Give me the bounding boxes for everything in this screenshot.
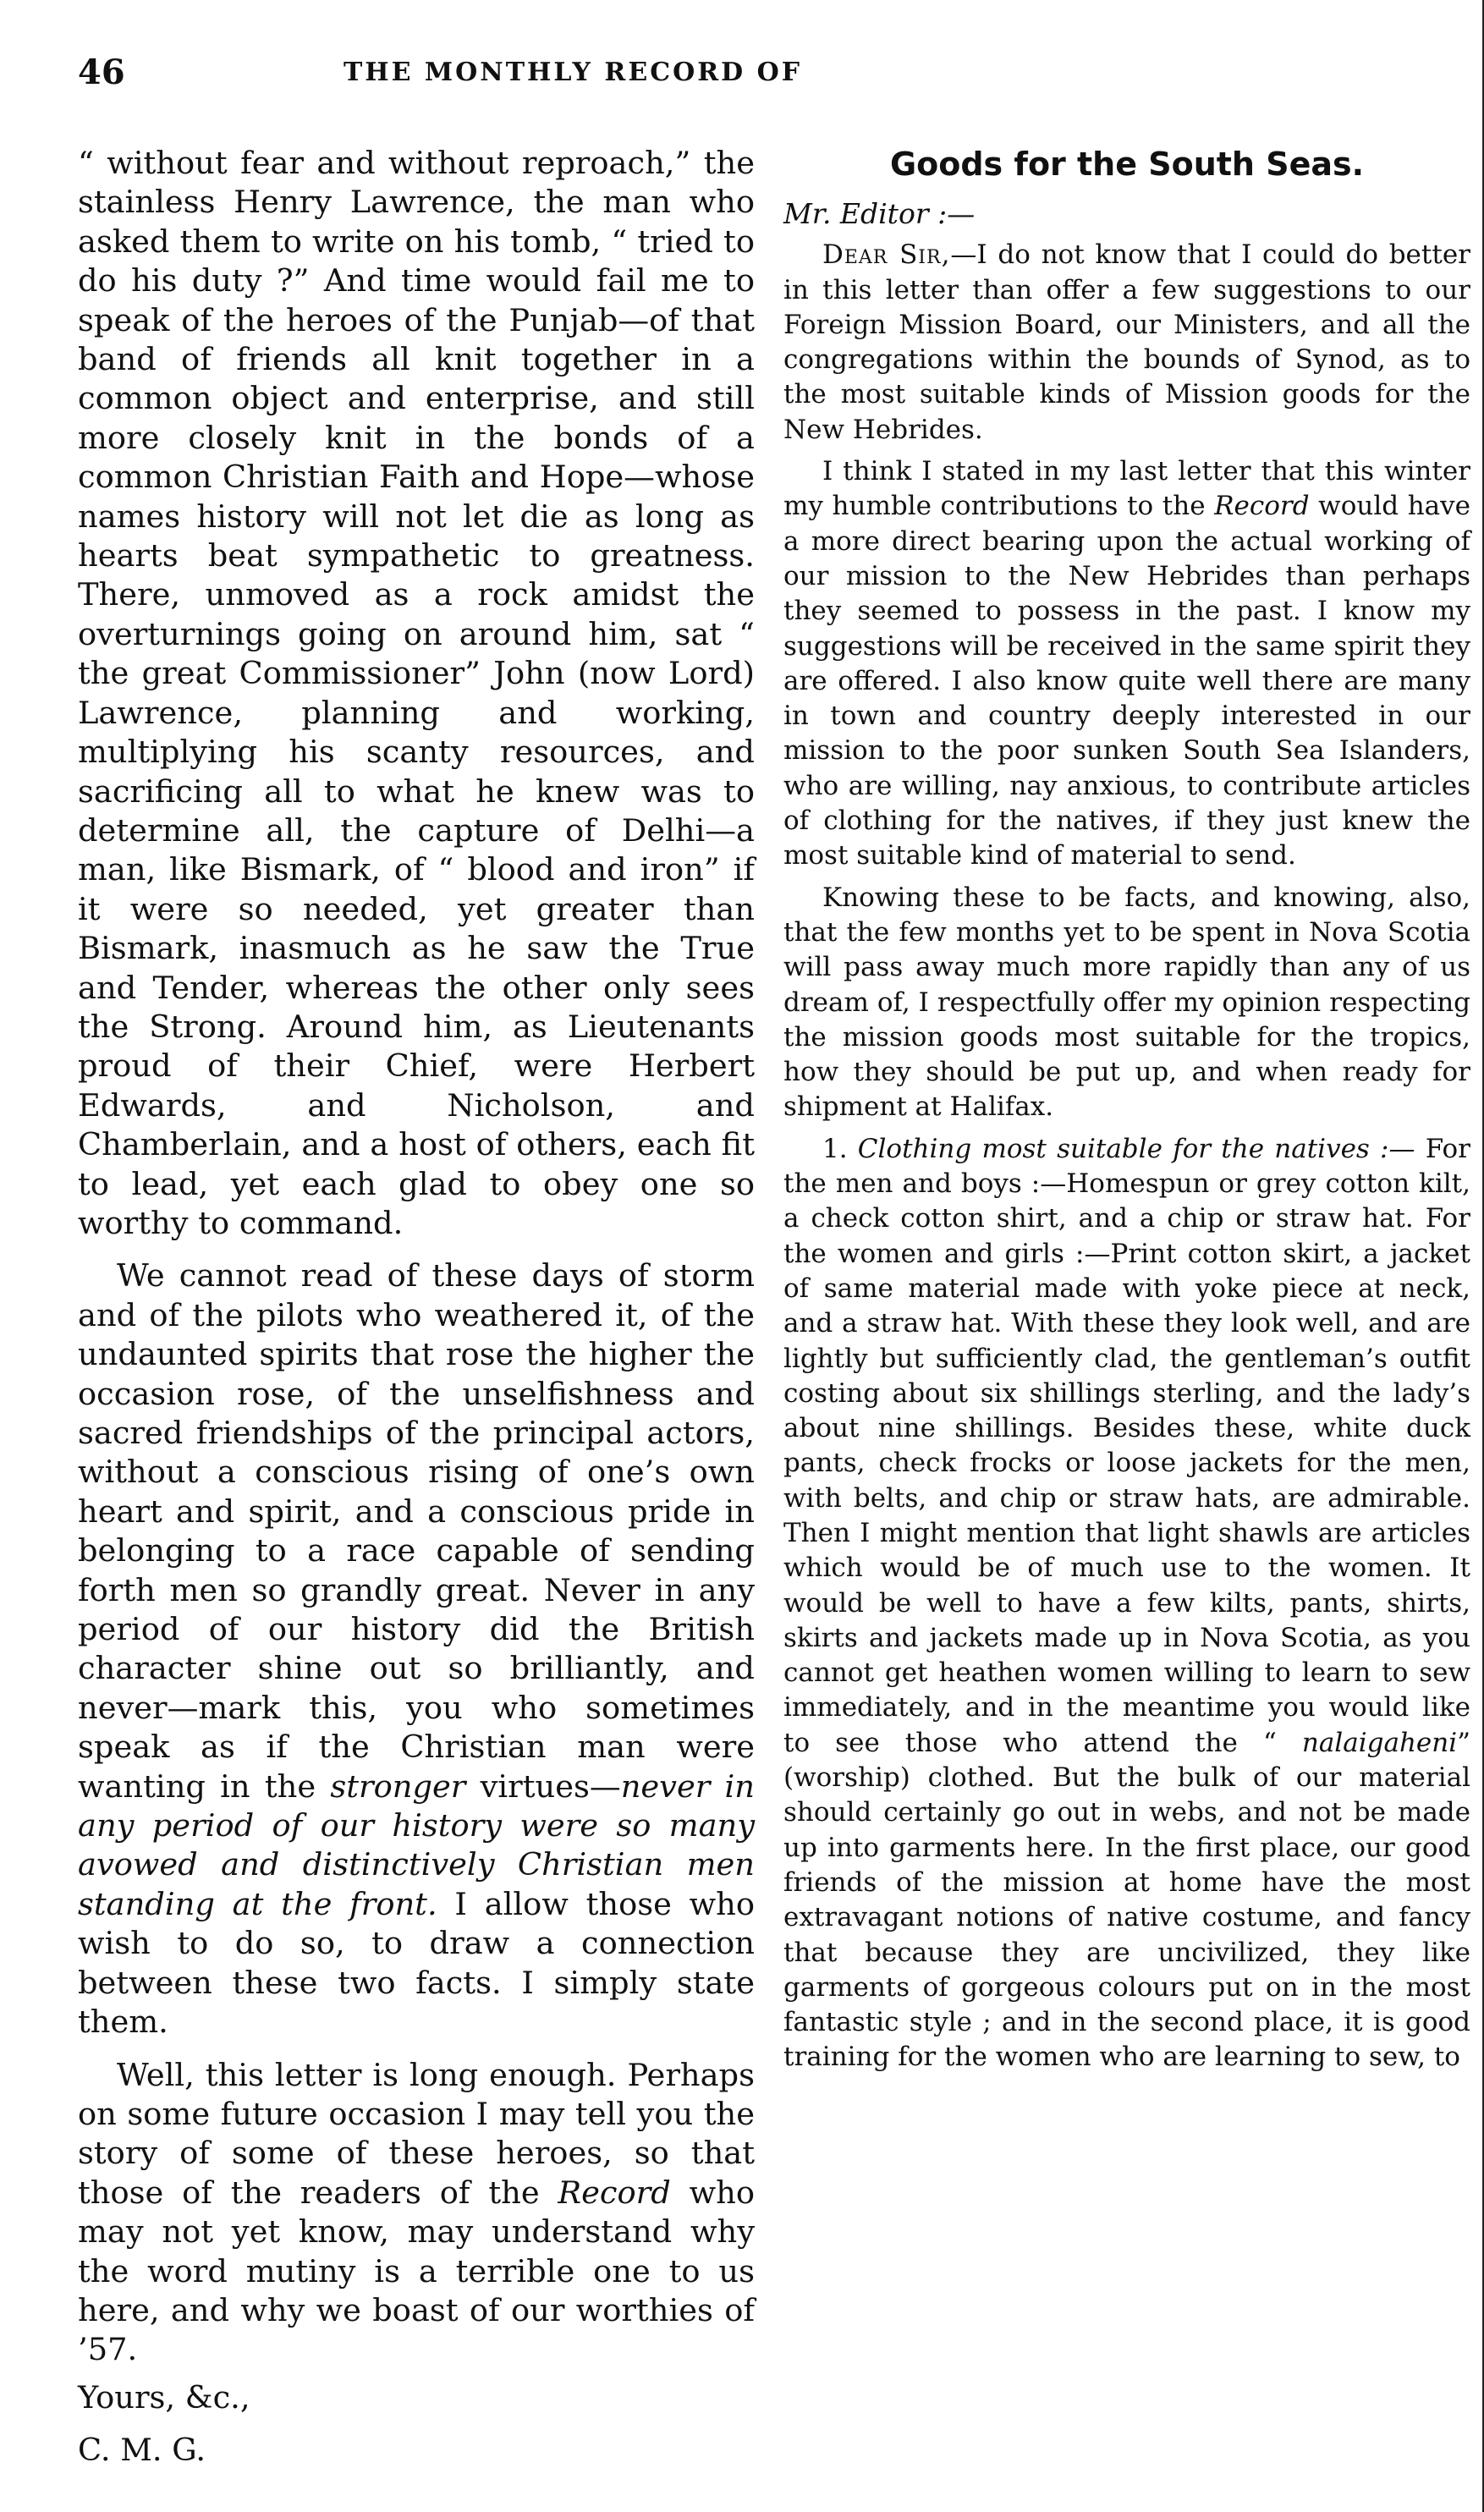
right-paragraph-4-heading: Clothing most suitable for the natives :—	[857, 1133, 1415, 1164]
right-paragraph-4-text-a: For the men and boys :—Homespun or grey cotton kilt, a check cotton shirt, and a chip or straw hat. For the women and girls :—Print cotton skirt, a jacket of same material made with yoke piece at neck, and a straw hat. With these they look well, and are lightly but sufficiently clad, the gentleman’s outfit costing about six shillings sterling, and the lady’s about nine shillings. Besides these, white duck pants, check frocks or loose jackets for the men, with belts, and chip or straw hats, are admirable. Then I might mention that light shawls are articles which would be of much use to the women. It would be well to have a few kilts, pants, shirts, skirts and jackets made up in Nova Scotia, as you cannot get heathen women willing to learn to sew immediately, and in the meantime you would like to see those who attend the “	[783, 1133, 1471, 1758]
sign-off: Yours, &c.,	[78, 2378, 250, 2416]
left-column	[78, 144, 755, 2471]
running-title: THE MONTHLY RECORD OF	[343, 58, 803, 87]
left-paragraph-3-text-b: who may not yet know, may understand why the word mutiny is a terrible one to us here, and why we boast of our worthies of ’57.	[78, 2174, 755, 2368]
right-paragraph-2-text-a: I think I stated in my last letter that this winter my humble contributions to the	[783, 456, 1470, 522]
right-paragraph-1-text: —I do not know that I could do better in this letter than offer a few suggestions to our Foreign Mission Board, our Ministers, and all the congregations within the bounds of Synod, as to the most suitable kinds of Mission goods for the New Hebrides.	[783, 239, 1470, 445]
page-number: 46	[78, 52, 125, 92]
left-paragraph-2-text-c: I allow those who wish to do so, to draw a connection between these two facts. I simply state them.	[78, 1885, 755, 2041]
salutation: Mr. Editor :—	[783, 197, 976, 230]
right-paragraph-3	[783, 881, 1470, 1125]
left-paragraph-3-italic: Record	[558, 2174, 671, 2211]
right-paragraph-2-text-b: would have a more direct bearing upon the actual working of our mission to the New Hebrides than perhaps they seemed to possess in the past. I know my suggestions will be received in the same spirit they are offered. I also know quite well there are many in town and country deeply interested in our mission to the poor sunken South Sea Islanders, who are willing, nay anxious, to contribute articles of clothing for the natives, if they just knew the most suitable kind of material to send.	[783, 491, 1471, 871]
signature: C. M. G.	[78, 2432, 206, 2469]
right-column	[783, 144, 1470, 2075]
right-paragraph-4-number: 1.	[822, 1133, 858, 1164]
left-paragraph-2	[78, 1256, 755, 2042]
page-header	[78, 52, 1454, 103]
right-paragraph-4	[783, 1132, 1470, 2075]
right-paragraph-4-italic: nalaigaheni	[1301, 1727, 1458, 1758]
left-paragraph-2-italic-b: never in any period of our history were so many avowed and distinctively Christian men standing at the front.	[78, 1767, 755, 1922]
right-paragraph-2-italic: Record	[1214, 491, 1310, 522]
right-paragraph-3-text: Knowing these to be facts, and knowing, also, that the few months yet to be spent in Nova Scotia will pass away much more rapidly than any of us dream of, I respectfully offer my opinion respecting the mission goods most suitable for the tropics, how they should be put up, and when ready for shipment at Halifax.	[783, 882, 1470, 1123]
left-paragraph-2-text-b: virtues—	[465, 1767, 621, 1805]
article-title: Goods for the South Seas.	[889, 146, 1365, 183]
right-paragraph-1	[783, 238, 1470, 448]
left-paragraph-1-text: “ without fear and without reproach,” the stainless Henry Lawrence, the man who asked them to write on his tomb, “ tried to do his duty ?” And time would fail me to speak of the heroes of the Punjab—of that band of friends all knit together in a common object and enterprise, and still more closely knit in the bonds of a common Christian Faith and Hope—whose names history will not let die as long as hearts beat sympathetic to greatness. There, unmoved as a rock amidst the overturnings going on around him, sat “ the great Commissioner” John (now Lord) Lawrence, planning and working, multiplying his scanty resources, and sacrificing all to what he knew was to determine all, the capture of Delhi—a man, like Bismark, of “ blood and iron” if it were so needed, yet greater than Bismark, inasmuch as he saw the True and Tender, whereas the other only sees the Strong. Around him, as Lieutenants proud of their Chief, were Herbert Edwards, and Nicholson, and Chamberlain, and a host of others, each fit to lead, yet each glad to obey one so worthy to command.	[78, 145, 755, 1241]
left-paragraph-2-text-a: We cannot read of these days of storm and of the pilots who weathered it, of the undaunted spirits that rose the higher the occasion rose, of the unselfishness and sacred friendships of the principal actors, without a conscious rising of one’s own heart and spirit, and a conscious pride in belonging to a race capable of sending forth men so grandly great. Never in any period of our history did the British character shine out so brilliantly, and never—mark this, you who sometimes speak as if the Christian man were wanting in the	[78, 1257, 755, 1805]
right-paragraph-4-text-b: ” (worship) clothed. But the bulk of our material should certainly go out in webs, and not be made up into garments here. In the first place, our good friends of the mission at home have the most extravagant notions of native costume, and fancy that because they are uncivilized, they like garments of gorgeous colours put on in the most fantastic style ; and in the second place, it is good training for the women who are learning to sew, to	[783, 1727, 1470, 2073]
right-paragraph-2	[783, 454, 1470, 874]
left-paragraph-3	[78, 2056, 755, 2370]
left-paragraph-1	[78, 144, 755, 1243]
left-paragraph-2-italic-a: stronger	[330, 1767, 466, 1805]
right-paragraph-1-caps: Dear Sir,	[822, 239, 951, 271]
left-paragraph-3-text-a: Well, this letter is long enough. Perhaps on some future occasion I may tell you the story of some of these heroes, so that those of the readers of the	[78, 2056, 755, 2211]
